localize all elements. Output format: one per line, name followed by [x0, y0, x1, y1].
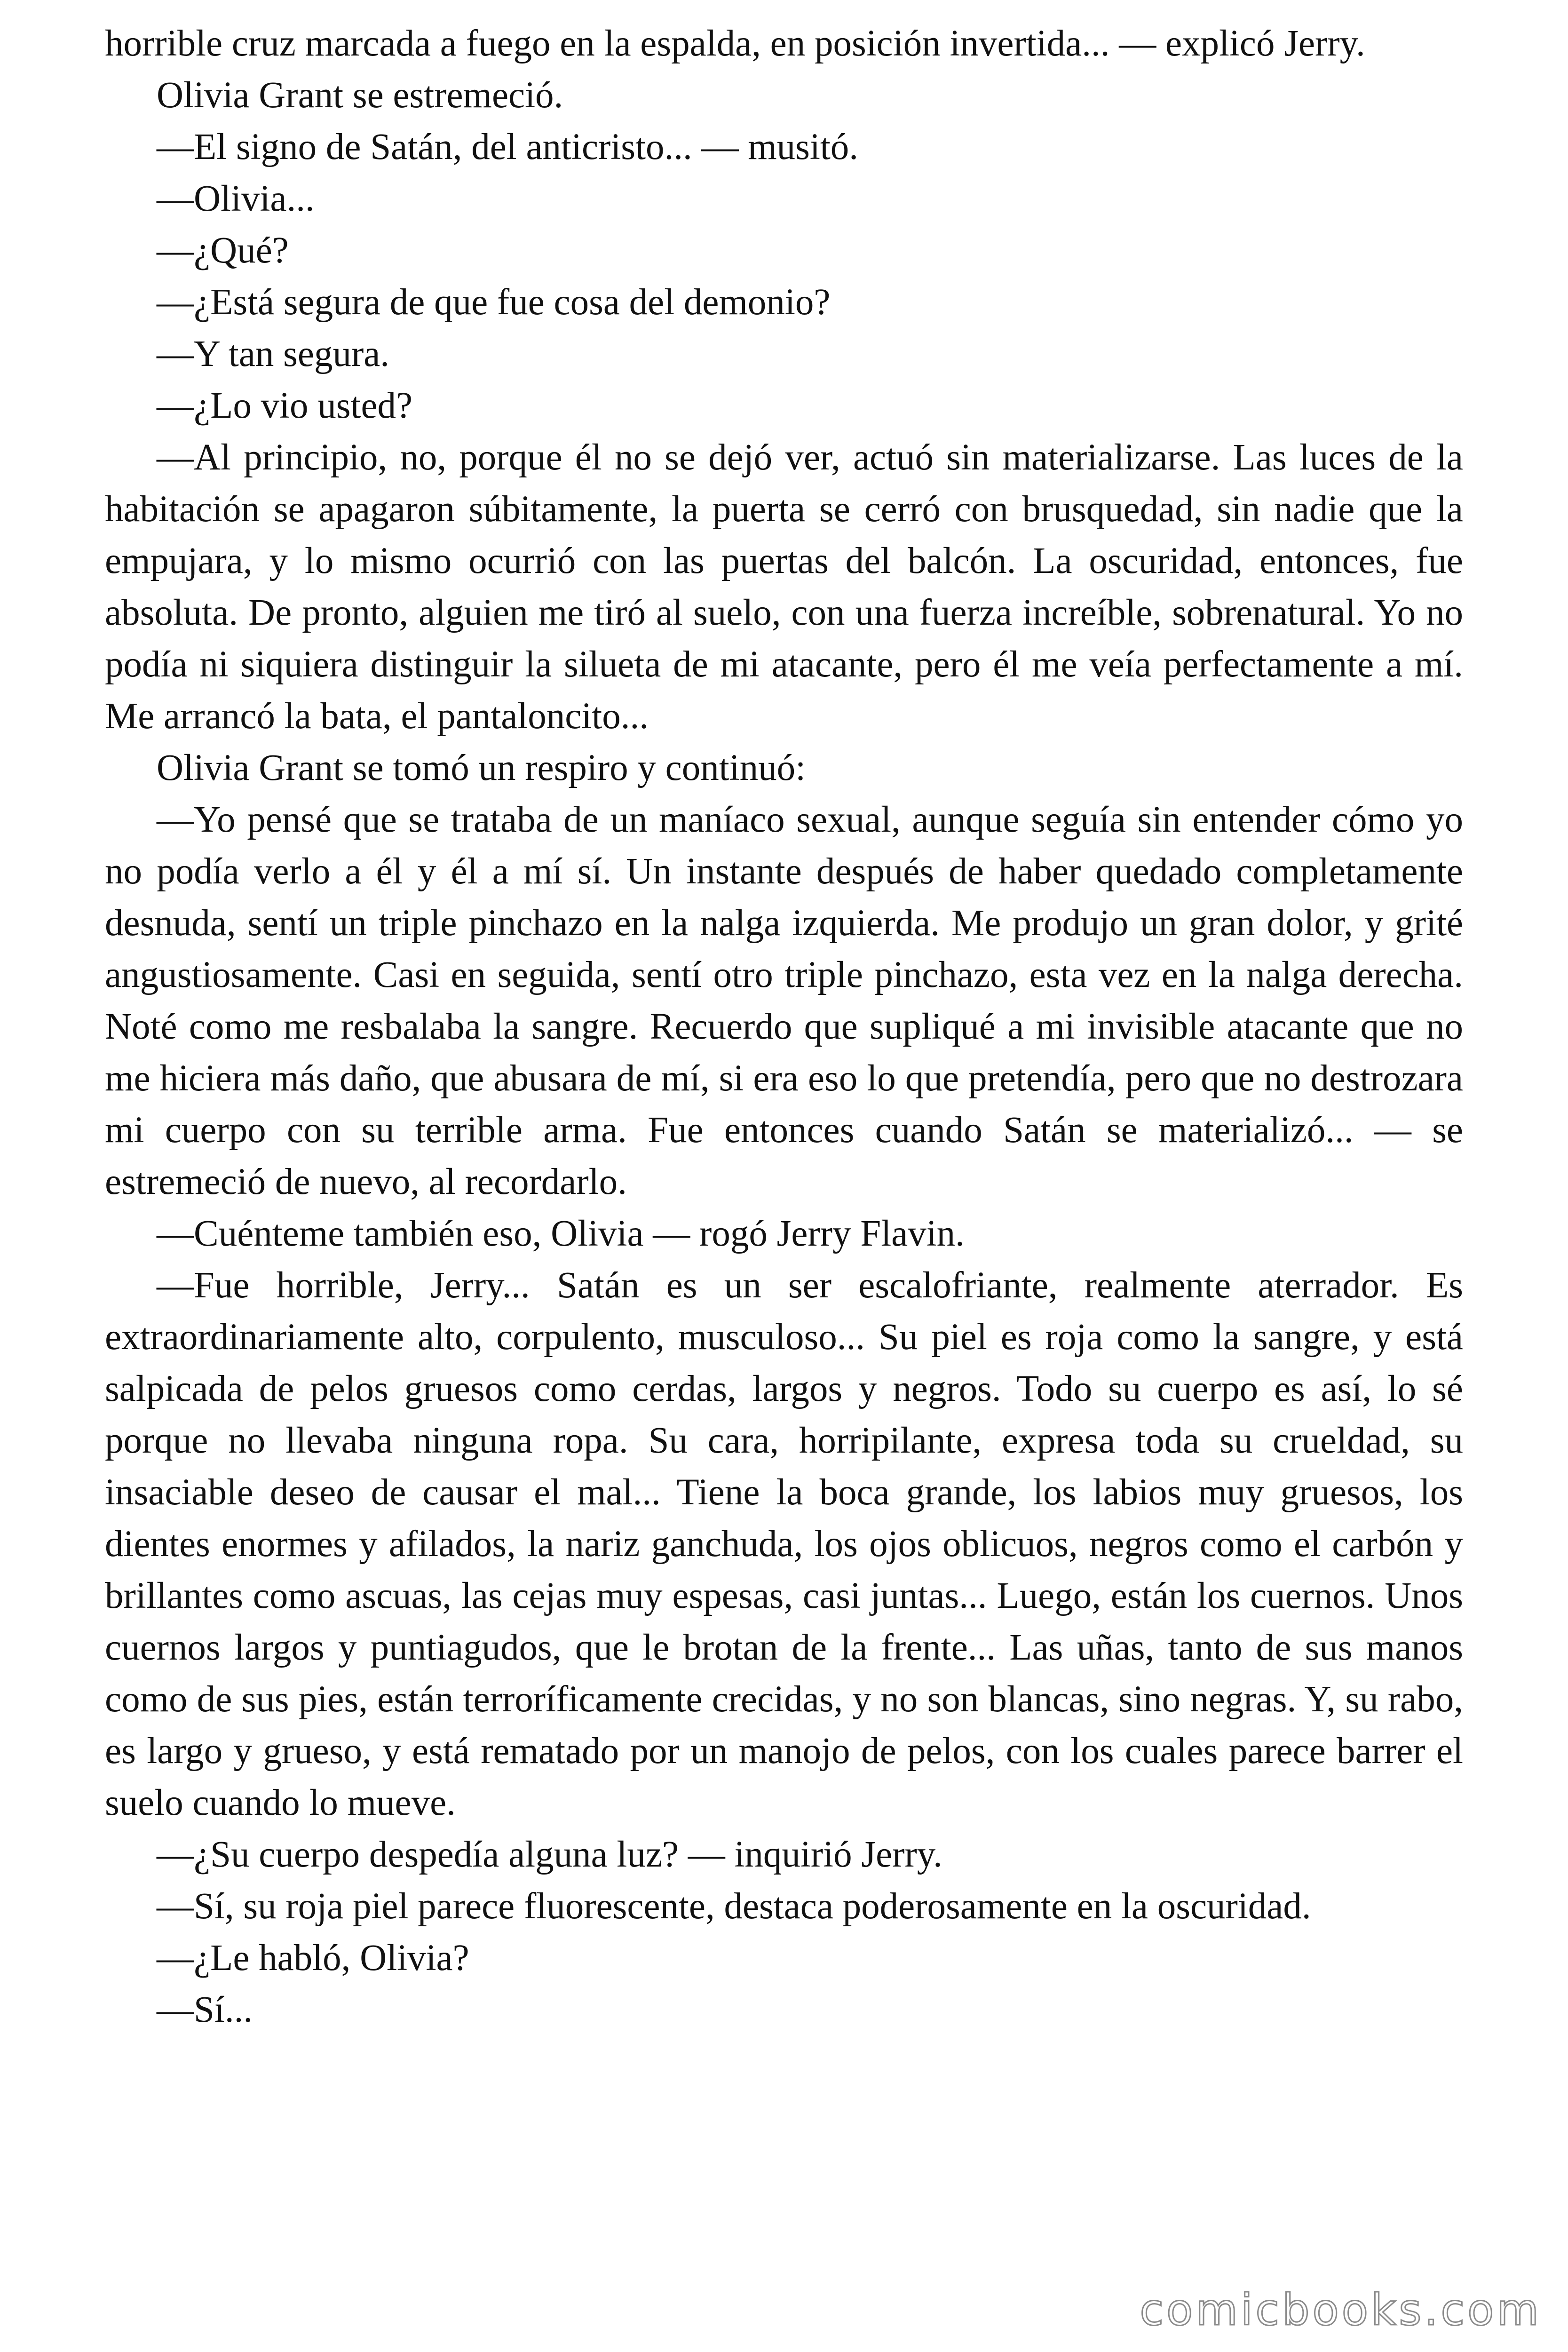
paragraph: —Sí...: [157, 1989, 253, 2030]
watermark: comicbooks.com: [1140, 2285, 1542, 2335]
paragraph: —Cuénteme también eso, Olivia — rogó Jerry Flavin.: [157, 1213, 965, 1254]
paragraph: —Y tan segura.: [157, 334, 390, 374]
paragraph: —Yo pensé que se trataba de un maníaco sexual, aunque seguía sin entender cómo yo no podía verlo a él y él a mí sí. Un instante después de haber quedado completamente desnuda, sentí un triple pinchazo en la nalga izquierda. Me produjo un gran dolor, y grité angustiosamente. Casi en seguida, sentí otro triple pinchazo, esta vez en la nalga derecha. Noté como me resbalaba la sangre. Recuerdo que supliqué a mi invisible atacante que no me hiciera más daño, que abusara de mí, si era eso lo que pretendía, pero que no destrozara mi cuerpo con su terrible arma. Fue entonces cuando Satán se materializó... — se estremeció de nuevo, al recordarlo.: [105, 799, 1463, 1202]
paragraph: —¿Qué?: [157, 230, 289, 271]
paragraph: —¿Le habló, Olivia?: [157, 1938, 469, 1979]
paragraph: horrible cruz marcada a fuego en la espalda, en posición invertida... — explicó Jerry.: [105, 23, 1365, 64]
paragraph: —Fue horrible, Jerry... Satán es un ser escalofriante, realmente aterrador. Es extraordinariamente alto, corpulento, musculoso... Su piel es roja como la sangre, y está salpicada de pelos gruesos como cerdas, largos y negros. Todo su cuerpo es así, lo sé porque no llevaba ninguna ropa. Su cara, horripilante, expresa toda su crueldad, su insaciable deseo de causar el mal... Tiene la boca grande, los labios muy gruesos, los dientes enormes y afilados, la nariz ganchuda, los ojos oblicuos, negros como el carbón y brillantes como ascuas, las cejas muy espesas, casi juntas... Luego, están los cuernos. Unos cuernos largos y puntiagudos, que le brotan de la frente... Las uñas, tanto de sus manos como de sus pies, están terroríficamente crecidas, y no son blancas, sino negras. Y, su rabo, es largo y grueso, y está rematado por un manojo de pelos, con los cuales parece barrer el suelo cuando lo mueve.: [105, 1265, 1463, 1823]
paragraph: —Al principio, no, porque él no se dejó ver, actuó sin materializarse. Las luces de la habitación se apagaron súbitamente, la puerta se cerró con brusquedad, sin nadie que la empujara, y lo mismo ocurrió con las puertas del balcón. La oscuridad, entonces, fue absoluta. De pronto, alguien me tiró al suelo, con una fuerza increíble, sobrenatural. Yo no podía ni siquiera distinguir la silueta de mi atacante, pero él me veía perfectamente a mí. Me arrancó la bata, el pantaloncito...: [105, 437, 1463, 737]
paragraph: —El signo de Satán, del anticristo... — musitó.: [157, 127, 859, 167]
paragraph: —¿Su cuerpo despedía alguna luz? — inquirió Jerry.: [157, 1834, 942, 1875]
paragraph: —Sí, su roja piel parece fluorescente, destaca poderosamente en la oscuridad.: [157, 1886, 1311, 1927]
paragraph: Olivia Grant se tomó un respiro y continuó:: [157, 747, 806, 788]
paragraph: —¿Lo vio usted?: [157, 385, 413, 426]
paragraph: —¿Está segura de que fue cosa del demonio?: [157, 282, 831, 323]
paragraph: —Olivia...: [157, 178, 315, 219]
paragraph: Olivia Grant se estremeció.: [157, 75, 563, 116]
page-body: [105, 18, 1463, 2036]
